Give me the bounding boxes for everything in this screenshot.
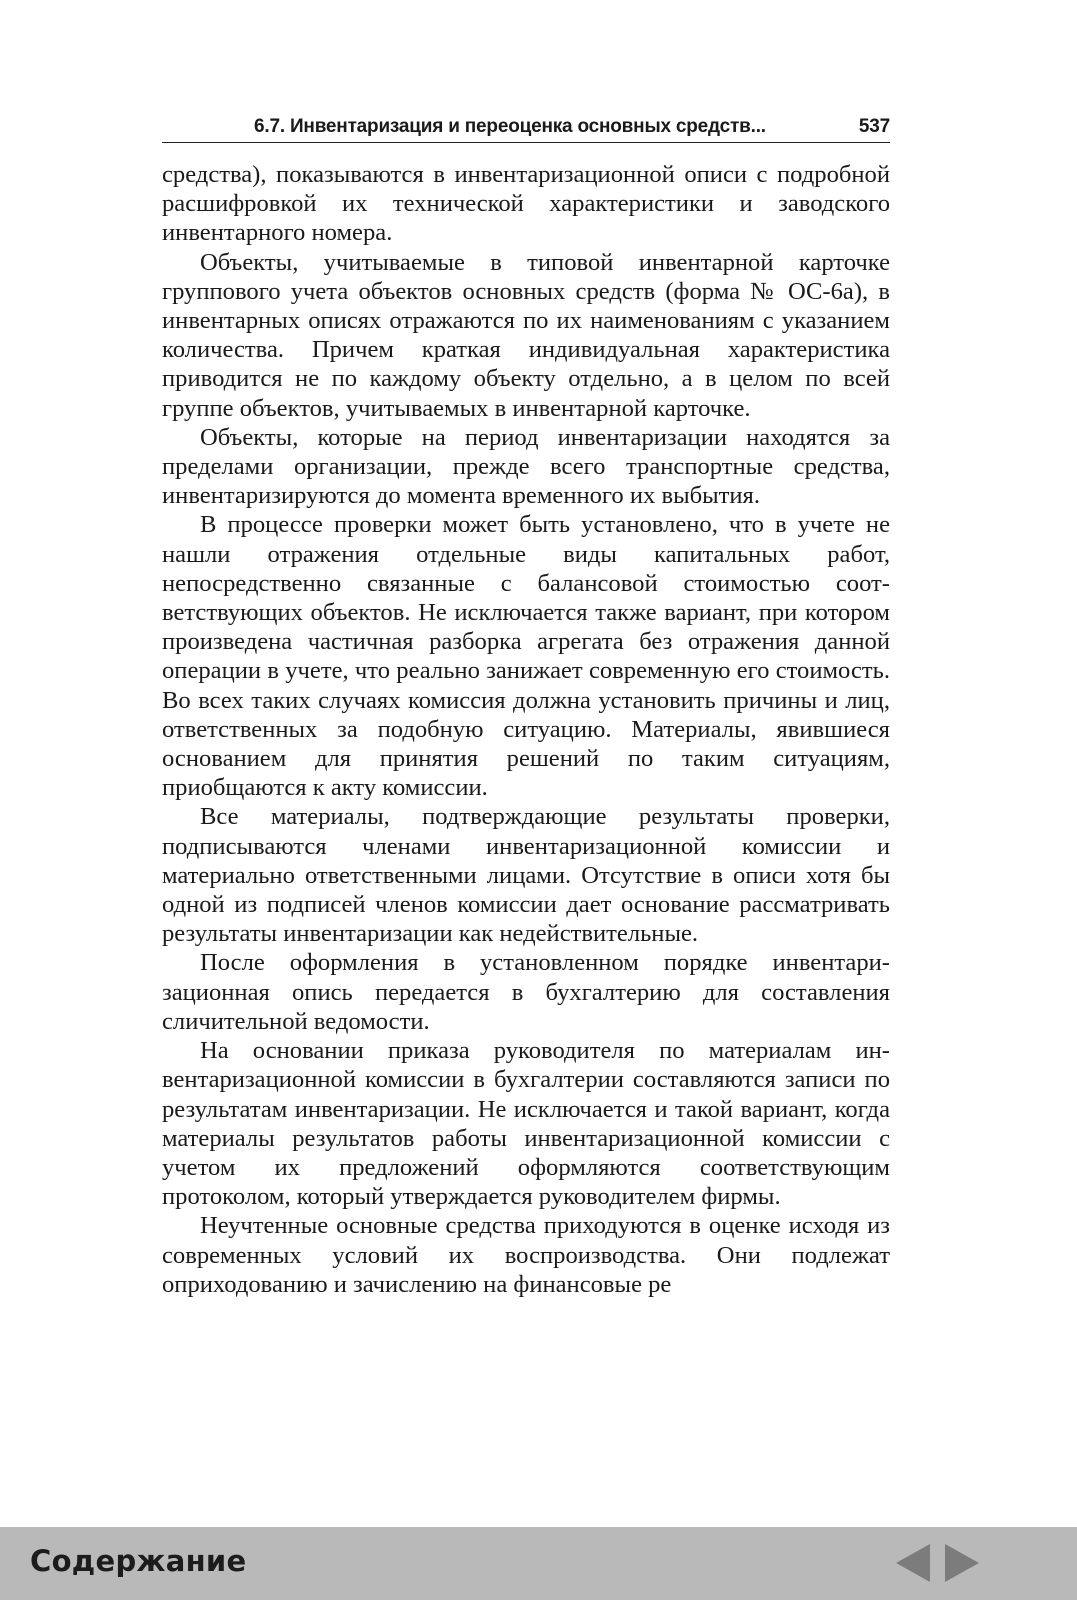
- navigation-bar: [0, 1527, 1077, 1600]
- page-number: 537: [858, 116, 890, 137]
- paragraph: На основании приказа руководителя по материалам инвентаризационной комиссии в бухгалтерии составляются записи по результатам инвентаризации. Не исключается и такой вариант, когда материалы результатов работы инвентаризационной комиссии с учетом их предложений оформляются соответствующим протоколом, который утверждается руководителем фирмы.: [162, 1037, 890, 1211]
- paragraph: Объекты, которые на период инвентаризации находятся за пределами организации, прежде всего транспортные средства, инвентаризируются до момента временного их выбытия.: [162, 423, 890, 510]
- triangle-left-icon[interactable]: [896, 1544, 930, 1582]
- triangle-right-icon[interactable]: [945, 1544, 979, 1582]
- paragraph: Все материалы, подтверждающие результаты проверки, подписываются членами инвентаризационной комиссии и материально ответственными лицами. Отсутствие в описи хотя бы одной из подписей членов комиссии дает основание рассматривать результаты инвентаризации как недействительные.: [162, 803, 890, 948]
- paragraph: средства), показываются в инвентаризационной описи с подробной расшифровкой их технической характеристики и заводского инвентарного номера.: [162, 161, 890, 247]
- running-head: 6.7. Инвентаризация и переоценка основных средств...: [254, 116, 766, 137]
- contents-link[interactable]: Содержание: [30, 1544, 247, 1578]
- paragraph: Объекты, учитываемые в типовой инвентарной карточке группового учета объектов основных средств (форма № ОС-6а), в инвентарных описях отражаются по их наименованиям с указанием количества. Причем краткая индивидуальная характеристика приводится не по каждому объекту отдельно, а в целом по всей группе объектов, учитываемых в инвентарной карточке.: [162, 248, 890, 422]
- page-body: [162, 160, 890, 1299]
- paragraph: После оформления в установленном порядке инвентаризационная опись передается в бухгалтерию для составления сличительной ведомости.: [162, 949, 890, 1035]
- paragraph: В процессе проверки может быть установлено, что в учете не нашли отражения отдельные виды капитальных работ, непосредственно связанные с балансовой стоимостью соответствующих объектов. Не исключается также вариант, при котором произведена частичная разборка агрегата без отражения данной операции в учете, что реально занижает современную его стоимость. Во всех таких случаях комиссия должна установить причины и лиц, ответственных за подобную ситуацию. Материалы, явившиеся основанием для принятия решений по таким ситуациям, приобщаются к акту комиссии.: [162, 511, 890, 802]
- page-header: [162, 114, 890, 143]
- paragraph: Неучтенные основные средства приходуются в оценке исходя из современных условий их воспроизводства. Они подлежат оприходованию и зачислению на финансовые ре: [162, 1212, 890, 1298]
